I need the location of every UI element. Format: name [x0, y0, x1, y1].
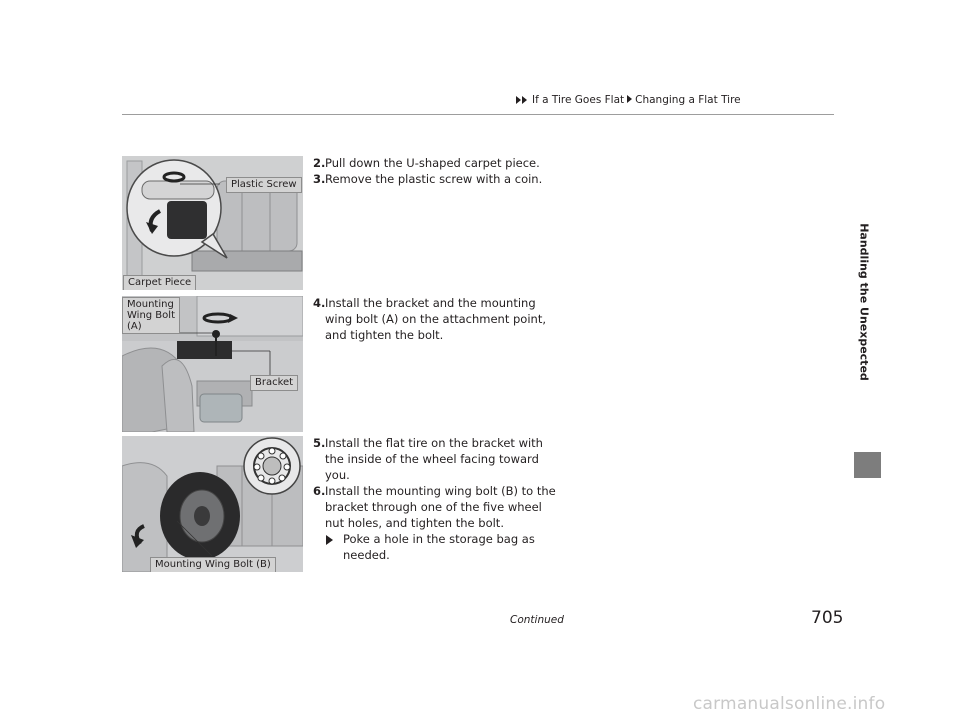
- step-2: [313, 155, 558, 171]
- step-number: 2.: [313, 156, 326, 170]
- continued-label: Continued: [510, 614, 564, 626]
- callout-carpet-piece: Carpet Piece: [123, 275, 196, 290]
- page-number: 705: [811, 608, 844, 628]
- note-text: Poke a hole in the storage bag as needed.: [343, 532, 535, 562]
- step-text: Install the bracket and the mounting wing bolt (A) on the attachment point, and tighten the bolt.: [325, 296, 546, 342]
- step-number: 5.: [313, 436, 326, 450]
- step-5: [313, 435, 558, 483]
- double-arrow-icon: [516, 95, 532, 107]
- watermark-text: carmanualsonline.info: [693, 694, 886, 714]
- step-number: 4.: [313, 296, 326, 310]
- step-4: [313, 295, 558, 343]
- breadcrumb-item: Changing a Flat Tire: [635, 94, 741, 106]
- step-6-note: [313, 531, 558, 563]
- step-number: 3.: [313, 172, 326, 186]
- section-side-label: [854, 152, 874, 452]
- callout-plastic-screw: Plastic Screw: [226, 177, 302, 193]
- section-side-label-text: Handling the Unexpected: [857, 223, 871, 381]
- step-text: Install the mounting wing bolt (B) to the bracket through one of the five wheel nut holes, and tighten the bolt.: [325, 484, 556, 530]
- step-text: Install the flat tire on the bracket with the inside of the wheel facing toward you.: [325, 436, 543, 482]
- section-tab-marker: [854, 452, 881, 478]
- step-3: [313, 171, 558, 187]
- arrow-icon: [627, 95, 632, 103]
- step-number: 6.: [313, 484, 326, 498]
- tire-illustration: [122, 436, 303, 572]
- header-rule: [122, 114, 834, 115]
- steps-group-1: [313, 155, 558, 187]
- step-6: [313, 483, 558, 531]
- step-text: Pull down the U-shaped carpet piece.: [325, 156, 540, 170]
- callout-mounting-wing-bolt-a: Mounting Wing Bolt (A): [122, 297, 180, 334]
- step-text: Remove the plastic screw with a coin.: [325, 172, 543, 186]
- callout-mounting-wing-bolt-b: Mounting Wing Bolt (B): [150, 557, 276, 572]
- breadcrumb-item: If a Tire Goes Flat: [532, 94, 625, 106]
- note-arrow-icon: [326, 535, 333, 545]
- steps-group-3: [313, 435, 558, 563]
- breadcrumb: [516, 94, 834, 106]
- figure-bracket-install: [122, 296, 303, 432]
- figure-carpet-piece: [122, 156, 303, 290]
- callout-bracket: Bracket: [250, 375, 298, 391]
- figure-flat-tire-mount: [122, 436, 303, 572]
- steps-group-2: [313, 295, 558, 343]
